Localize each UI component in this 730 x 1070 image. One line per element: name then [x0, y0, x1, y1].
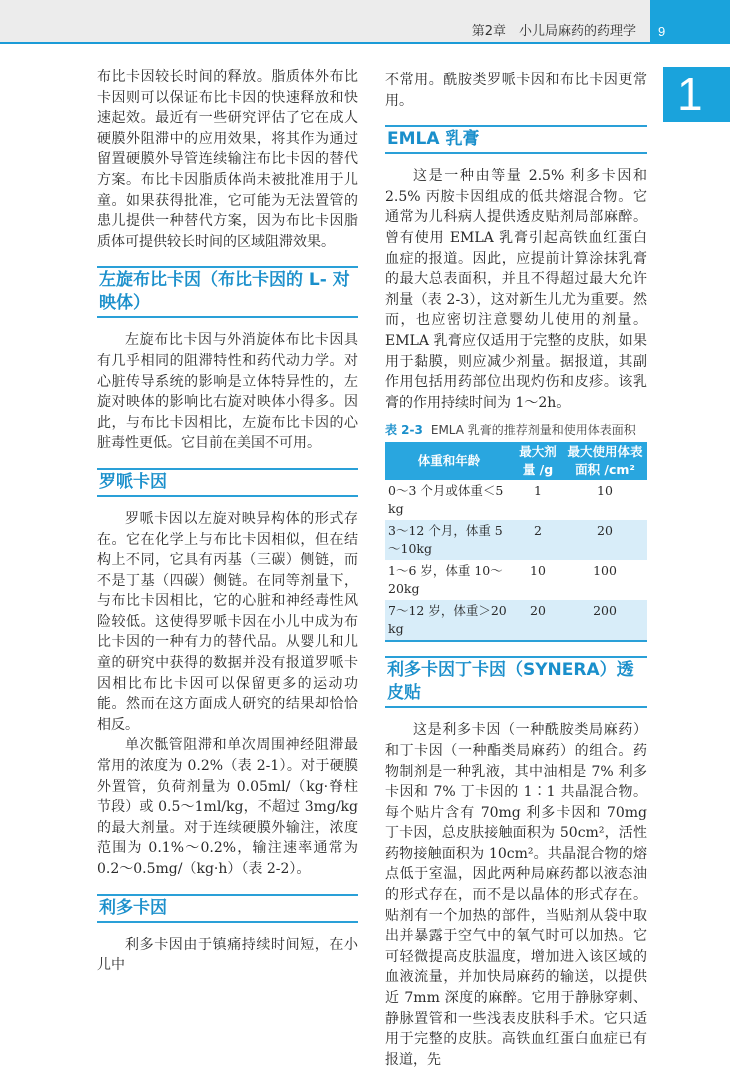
- table-cell: 0～3 个月或体重＜5kg: [388, 483, 504, 517]
- column-header: 最大使用体表面积 /cm²: [563, 442, 647, 480]
- section-heading-lidocaine: 利多卡因: [97, 894, 358, 923]
- table-header-row: [385, 442, 647, 480]
- paragraph-text: 布比卡因较长时间的释放。脂质体外布比卡因则可以保证布比卡因的快速释放和快速起效。最近有一些研究评估了它在成人硬膜外阻滞中的应用效果，将其作为通过留置硬膜外导管连续输注布比卡因的替代方案。布比卡因脂质体尚未被批准用于儿童。如果获得批准，它可能为无法置管的患儿提供一种替代方案，因为布比卡因脂质体可提供较长时间的区域阻滞效果。: [97, 69, 358, 250]
- table-cell: 3～12 个月，体重 5～10kg: [385, 520, 513, 560]
- page-number: 9: [658, 24, 666, 39]
- table-cell: 1: [534, 483, 542, 499]
- table-number: 表 2-3: [385, 423, 423, 438]
- paragraph-text: 单次骶管阻滞和单次周围神经阻滞最常用的浓度为 0.2%（表 2-1）。对于硬膜外置管，负荷剂量为 0.05ml/（kg·脊柱节段）或 0.5～1ml/kg，不超过 3mg/kg 的最大剂量。对于连续硬膜外输注，浓度范围为 0.1%～0.2%，输注速率通常为 0.2～0.5mg/（kg·h）（表 2-2）。: [97, 737, 358, 877]
- paragraph-text: 利多卡因由于镇痛持续时间短，在小儿中: [97, 936, 358, 974]
- chapter-title: 第2章 小儿局麻药的药理学: [471, 24, 636, 39]
- table-cell: 7～12 岁，体重＞20kg: [385, 600, 513, 641]
- page-number-box: [650, 0, 730, 44]
- table-cell: 10: [530, 563, 546, 579]
- table-row: [385, 520, 647, 560]
- table-row: [385, 560, 647, 600]
- paragraph-text: 这是利多卡因（一种酰胺类局麻药）和丁卡因（一种酯类局麻药）的组合。药物制剂是一种乳液，其中油相是 7% 利多卡因和 7% 丁卡因的 1∶1 共晶混合物。每个贴片含有 70mg 利多卡因和 70mg 丁卡因，总皮肤接触面积为 50cm²，活性药物接触面积为 10cm²。共晶混合物的熔点低于室温，因此两种局麻药都以液态油的形式存在，而不是以晶体的形式存在。贴剂有一个加热的部件，当贴剂从袋中取出并暴露于空气中的氧气时可以加热。它可轻微提高皮肤温度，增加进入该区域的血液流量，并加快局麻药的输送，以提供近 7mm 深度的麻醉。它用于静脉穿刺、静脉置管和一些浅表皮肤科手术。它只适用于完整的皮肤。高铁血红蛋白血症已有报道，先: [385, 722, 647, 1068]
- paragraph-text: 左旋布比卡因与外消旋体布比卡因具有几乎相同的阻滞特性和药代动力学。对心脏传导系统的影响是立体特异性的，左旋对映体的影响比右旋对映体小得多。因此，与布比卡因相比，左旋布比卡因的心脏毒性更低。它目前在美国不可用。: [97, 332, 358, 452]
- table-title: EMLA 乳膏的推荐剂量和使用体表面积: [430, 423, 636, 438]
- table-row: [385, 480, 647, 520]
- table-cell: 100: [593, 563, 617, 579]
- section-heading-emla: EMLA 乳膏: [385, 125, 647, 154]
- paragraph-text: 不常用。酰胺类罗哌卡因和布比卡因更常用。: [385, 72, 647, 109]
- table-cell: 20: [513, 600, 563, 641]
- column-header: 最大剂量 /g: [513, 442, 563, 480]
- section-heading-levobupivacaine: 左旋布比卡因（布比卡因的 L- 对映体）: [97, 266, 358, 318]
- part-number: 1: [677, 68, 703, 120]
- table-cell: 1～6 岁，体重 10～20kg: [388, 563, 503, 597]
- column-header: 体重和年龄: [385, 442, 513, 480]
- left-column: [97, 67, 358, 976]
- table-caption: [385, 423, 647, 438]
- table-row: [385, 600, 647, 641]
- running-header: [0, 0, 650, 44]
- table-cell: 200: [563, 600, 647, 641]
- section-heading-ropivacaine: 罗哌卡因: [97, 468, 358, 497]
- emla-dose-table: [385, 442, 647, 642]
- right-column: [385, 70, 647, 1070]
- table-cell: 2: [513, 520, 563, 560]
- part-tab: [663, 67, 730, 122]
- section-heading-synera: 利多卡因丁卡因（SYNERA）透皮贴: [385, 656, 647, 708]
- paragraph-text: 这是一种由等量 2.5% 利多卡因和 2.5% 丙胺卡因组成的低共熔混合物。它通常为儿科病人提供透皮贴剂局部麻醉。曾有使用 EMLA 乳膏引起高铁血红蛋白血症的报道。因此，应提前计算涂抹乳膏的最大总表面积，并且不得超过最大允许剂量（表 2-3），这对新生儿尤为重要。然而，也应密切注意婴幼儿使用的剂量。EMLA 乳膏应仅适用于完整的皮肤，如果用于黏膜，则应减少剂量。据报道，其副作用包括用药部位出现灼伤和皮疹。该乳膏的作用持续时间为 1～2h。: [385, 168, 647, 411]
- paragraph-text: 罗哌卡因以左旋对映异构体的形式存在。它在化学上与布比卡因相似，但在结构上不同，它具有丙基（三碳）侧链，而不是丁基（四碳）侧链。在同等剂量下，与布比卡因相比，它的心脏和神经毒性风险较低。这使得罗哌卡因在小儿中成为布比卡因的一种有力的替代品。从婴儿和儿童的研究中获得的数据并没有报道罗哌卡因相比布比卡因可以保留更多的运动功能。然而在这方面成人研究的结果却恰恰相反。: [97, 510, 358, 733]
- table-cell: 20: [563, 520, 647, 560]
- table-cell: 10: [597, 483, 613, 499]
